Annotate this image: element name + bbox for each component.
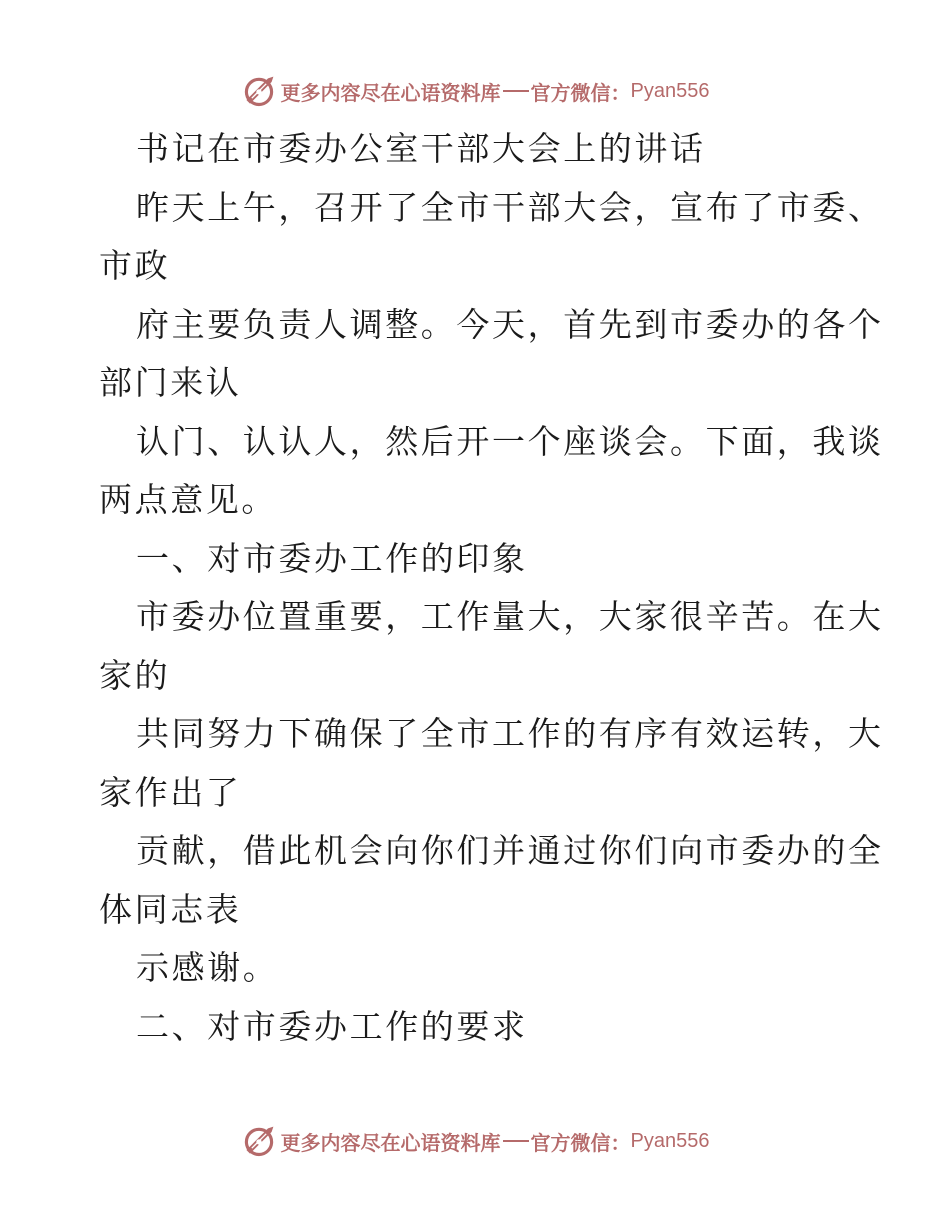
document-line: 市政 <box>99 246 171 285</box>
document-line: 两点意见。 <box>99 480 277 519</box>
watermark-id: Pyan556 <box>630 79 710 102</box>
document-line: 府主要负责人调整。今天，首先到市委办的各个 <box>136 304 884 344</box>
watermark-dash <box>503 90 529 92</box>
footer-watermark <box>0 1121 950 1161</box>
document-line: 书记在市委办公室干部大会上的讲话 <box>136 129 706 168</box>
document-line: 部门来认 <box>99 363 242 402</box>
document-line: 家的 <box>99 655 171 695</box>
document-line: 共同努力下确保了全市工作的有序有效运转，大 <box>136 714 884 753</box>
document-line: 体同志表 <box>99 889 242 929</box>
document-line: 认门、认认人，然后开一个座谈会。下面，我谈 <box>136 421 884 461</box>
document-line: 昨天上午，召开了全市干部大会，宣布了市委、 <box>136 187 884 227</box>
watermark-text: 更多内容尽在心语资料库 <box>280 80 501 105</box>
document-body <box>99 120 884 1056</box>
pen-logo-icon <box>241 1123 277 1159</box>
watermark-subtext: 官方微信： <box>530 80 631 105</box>
document-line: 市委办位置重要，工作量大，大家很辛苦。在大 <box>136 597 884 636</box>
watermark-dash <box>503 1140 529 1142</box>
watermark-text: 更多内容尽在心语资料库 <box>280 1130 501 1155</box>
watermark-id: Pyan556 <box>630 1129 710 1152</box>
watermark-subtext: 官方微信： <box>530 1130 631 1155</box>
header-watermark <box>0 71 950 111</box>
document-line: 家作出了 <box>99 772 242 812</box>
document-line: 一、对市委办工作的印象 <box>136 538 528 578</box>
document-line: 示感谢。 <box>136 948 279 987</box>
document-line: 贡献，借此机会向你们并通过你们向市委办的全 <box>136 831 884 870</box>
pen-logo-icon <box>241 73 277 109</box>
document-line: 二、对市委办工作的要求 <box>136 1006 528 1046</box>
